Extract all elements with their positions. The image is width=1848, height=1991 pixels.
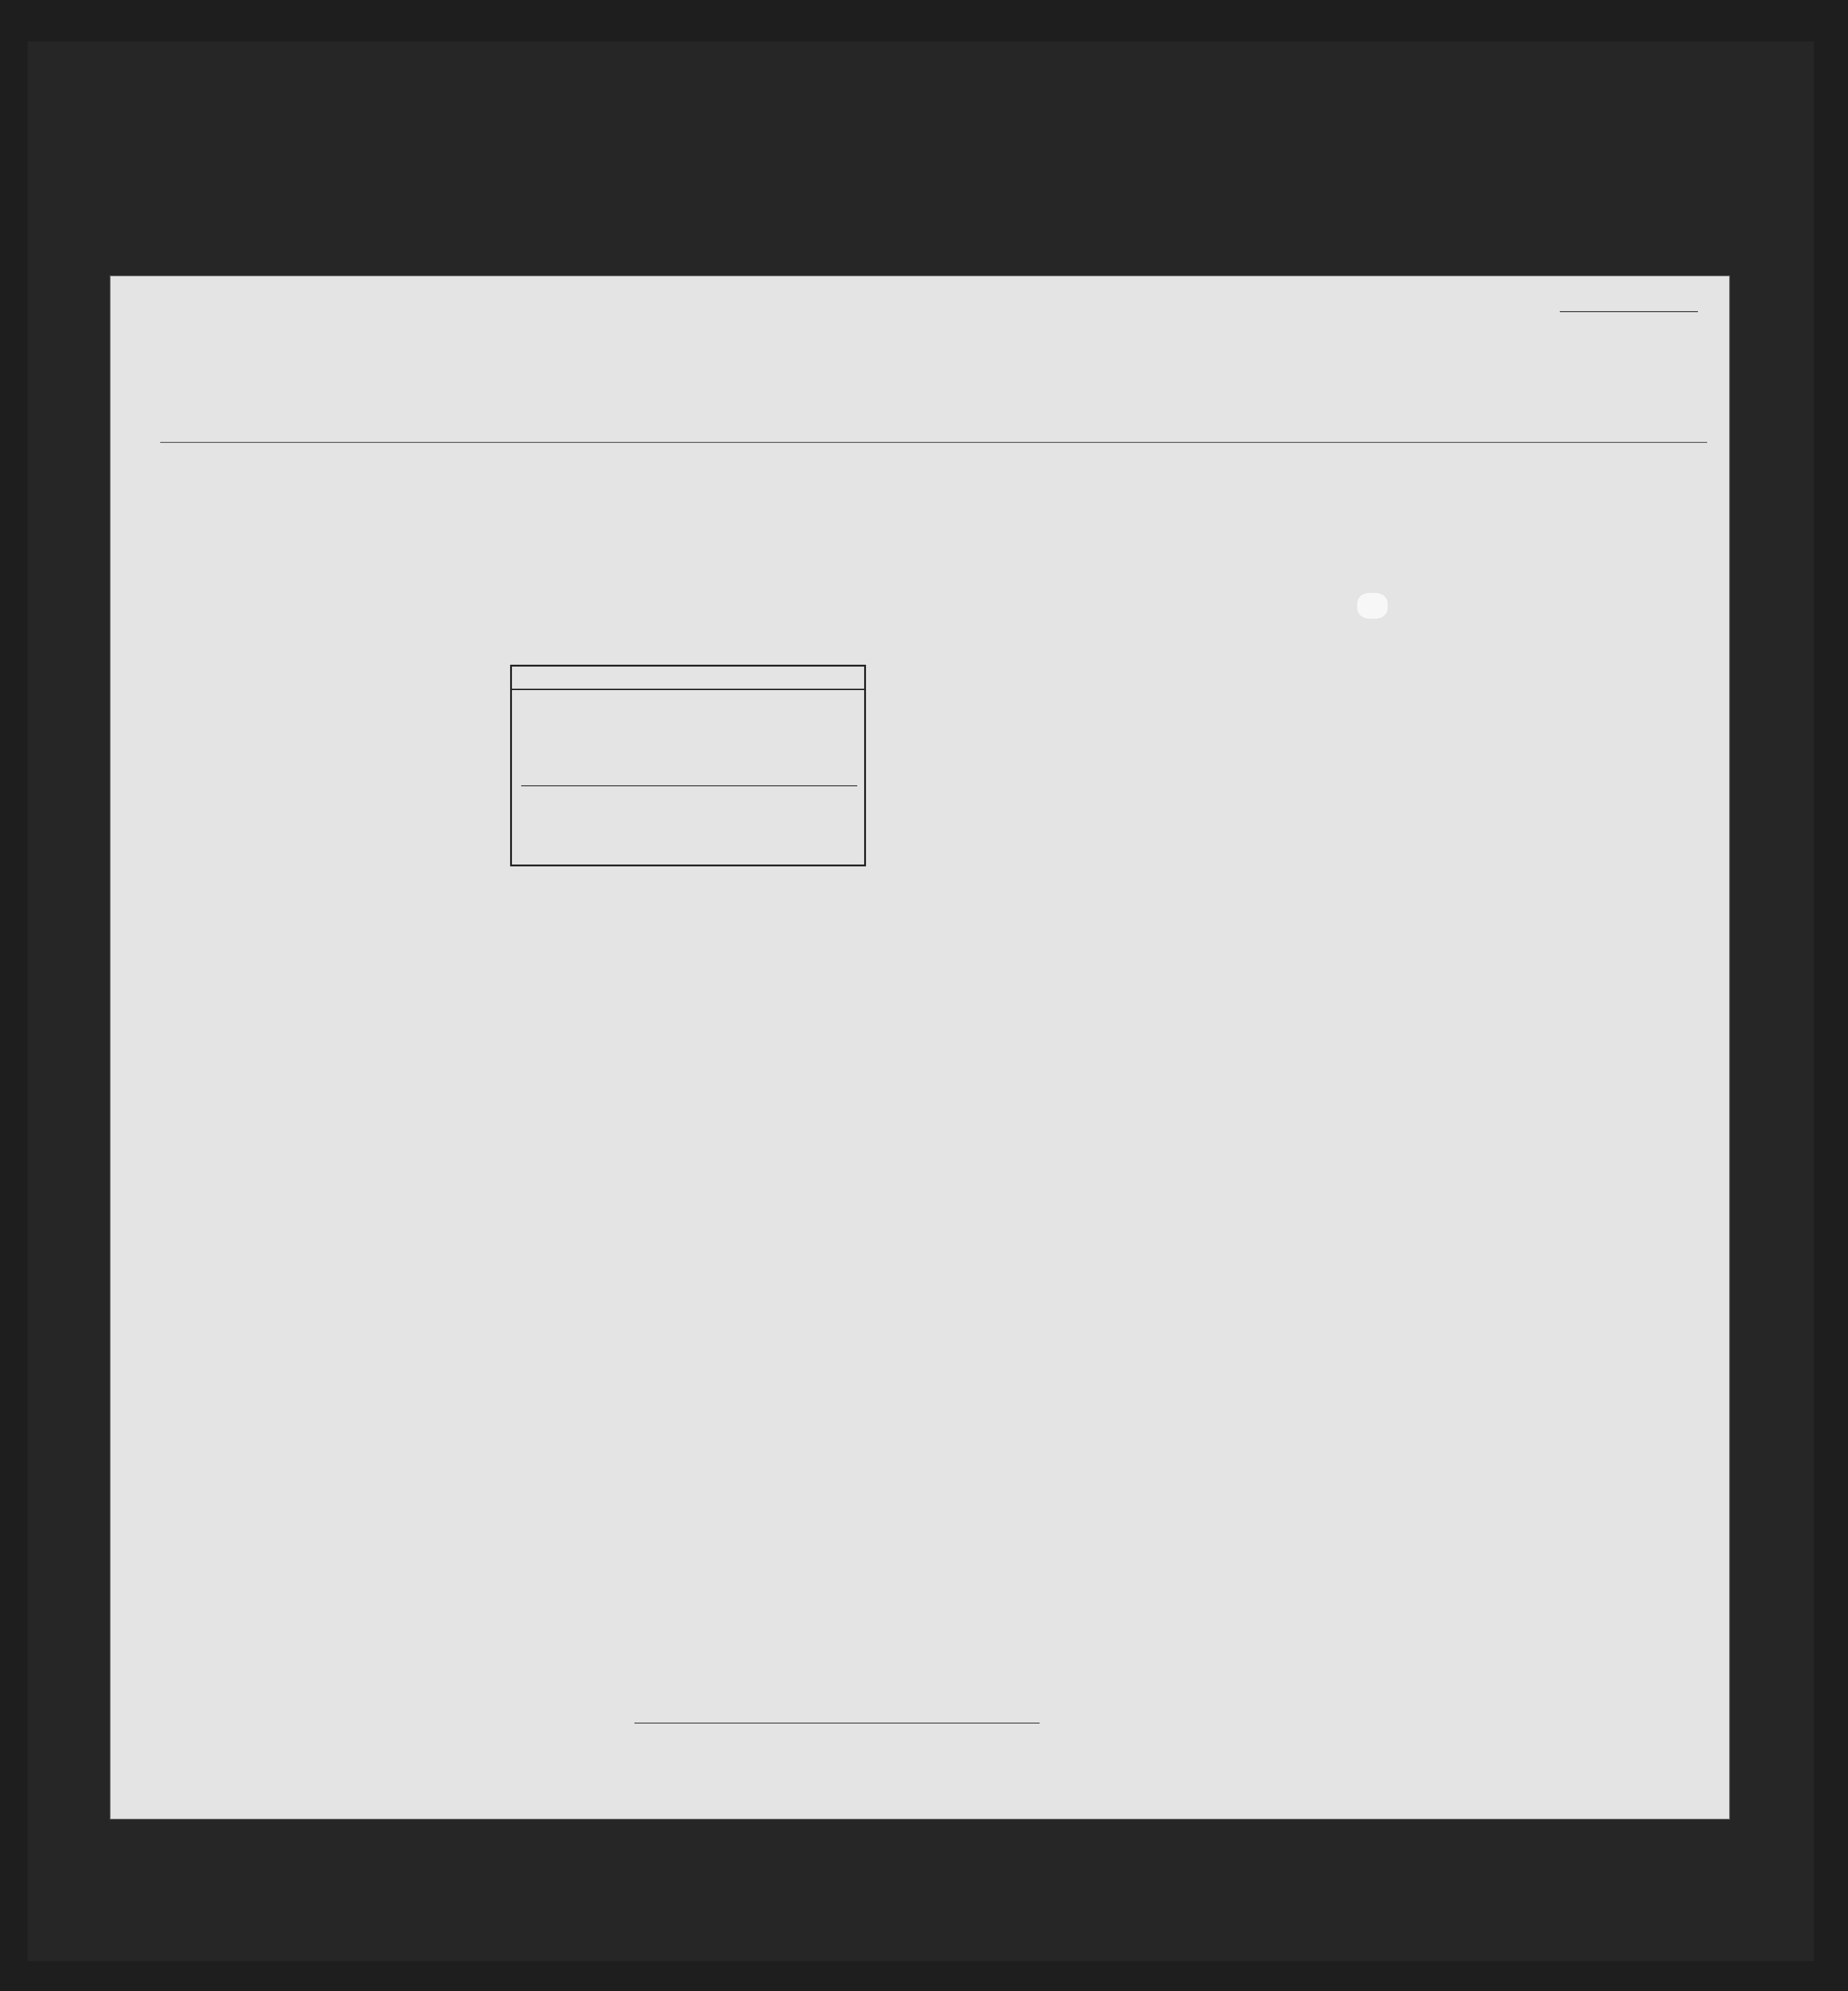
consulate-stamp <box>510 665 866 866</box>
vessel-underline <box>160 442 1707 443</box>
stamp-sign-line <box>521 785 857 786</box>
stamp-divider <box>512 689 864 690</box>
sheet-underline <box>1560 311 1698 312</box>
inspector-line <box>634 1723 1040 1724</box>
ink-blot <box>1357 593 1388 619</box>
manifest-sheet <box>110 275 1730 1820</box>
